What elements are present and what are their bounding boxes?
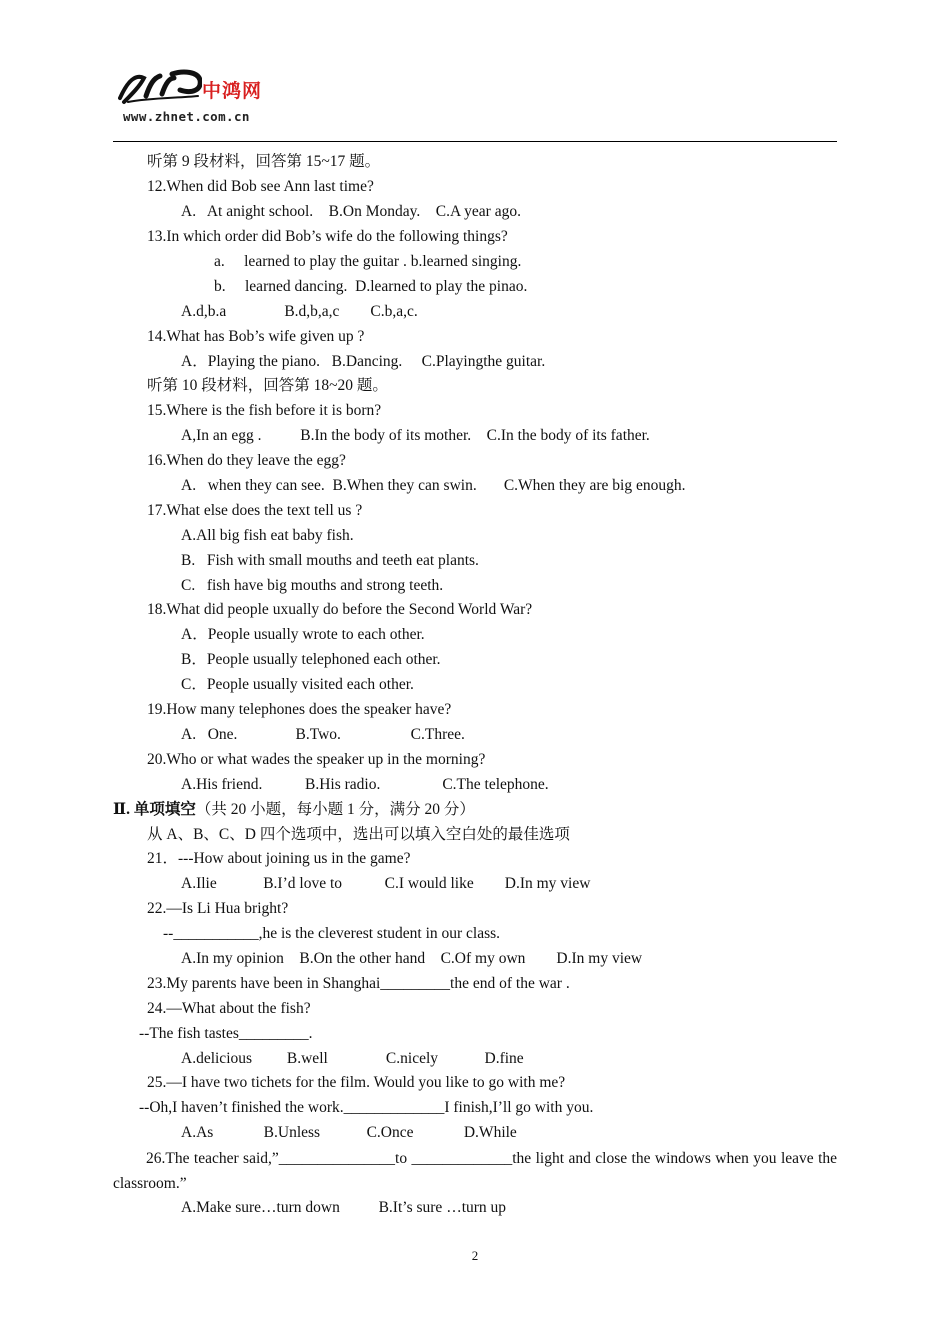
section-scoring: （共 20 小题，每小题 1 分，满分 20 分） (195, 801, 475, 818)
question-26: 26.The teacher said,”_______________to _____________the light and close the windows when you leave the classroom.” (113, 1150, 837, 1192)
options-22: A.In my opinion B.On the other hand C.Of my own D.In my view (181, 950, 643, 967)
logo-mark-icon (118, 68, 202, 108)
question-25: 25.—I have two tichets for the film. Would you like to go with me? (147, 1074, 566, 1091)
question-18: 18.What did people uxually do before the Second World War? (147, 601, 533, 618)
options-21: A.Ilie B.I’d love to C.I would like D.In my view (181, 875, 591, 892)
section-label: Ⅱ. 单项填空 (113, 801, 196, 818)
question-22-response: --___________,he is the cleverest student in our class. (163, 925, 501, 942)
page-number: 2 (471, 1248, 479, 1263)
options-25: A.As B.Unless C.Once D.While (181, 1124, 517, 1141)
logo-url-text: www.zhnet.com.cn (123, 109, 250, 124)
options-26: A.Make sure…turn down B.It’s sure …turn up (181, 1199, 507, 1216)
list-item-13b: b. learned dancing. D.learned to play the pinao. (214, 278, 528, 295)
question-24-response: --The fish tastes_________. (139, 1025, 313, 1042)
options-12: A. At anight school. B.On Monday. C.A year ago. (181, 203, 521, 220)
question-22: 22.—Is Li Hua bright? (147, 900, 289, 917)
question-23: 23.My parents have been in Shanghai_________the end of the war . (147, 975, 570, 992)
question-15: 15.Where is the fish before it is born? (147, 402, 382, 419)
question-17: 17.What else does the text tell us ? (147, 502, 363, 519)
site-logo (118, 68, 288, 128)
question-12: 12.When did Bob see Ann last time? (147, 178, 374, 195)
options-24: A.delicious B.well C.nicely D.fine (181, 1050, 524, 1067)
question-14: 14.What has Bob’s wife given up ? (147, 328, 365, 345)
question-20: 20.Who or what wades the speaker up in the morning? (147, 751, 486, 768)
section-instruction-9: 听第 9 段材料，回答第 15~17 题。 (147, 153, 381, 170)
options-16: A. when they can see. B.When they can swin. C.When they are big enough. (181, 477, 686, 494)
options-14: A．Playing the piano. B.Dancing. C.Playingthe guitar. (181, 353, 546, 370)
options-13: A.d,b.a B.d,b,a,c C.b,a,c. (181, 303, 418, 320)
question-19: 19.How many telephones does the speaker have? (147, 701, 452, 718)
section-instruction-choice: 从 A、B、C、D 四个选项中，选出可以填入空白处的最佳选项 (147, 826, 570, 843)
question-13: 13.In which order did Bob’s wife do the following things? (147, 228, 508, 245)
option-18a: A．People usually wrote to each other. (181, 626, 425, 643)
section-heading-2 (113, 800, 475, 820)
question-16: 16.When do they leave the egg? (147, 452, 346, 469)
question-21: 21．---How about joining us in the game? (147, 850, 411, 867)
logo-chinese-text: 中鸿网 (202, 80, 263, 102)
question-25-response: --Oh,I haven’t finished the work._____________I finish,I’ll go with you. (139, 1099, 594, 1116)
option-18b: B．People usually telephoned each other. (181, 651, 441, 668)
options-20: A.His friend. B.His radio. C.The telephone. (181, 776, 549, 793)
options-15: A,In an egg . B.In the body of its mother. C.In the body of its father. (181, 427, 650, 444)
option-17c: C. fish have big mouths and strong teeth. (181, 577, 444, 594)
header-rule (113, 141, 837, 142)
question-24: 24.—What about the fish? (147, 1000, 311, 1017)
option-17a: A.All big fish eat baby fish. (181, 527, 354, 544)
options-19: A. One. B.Two. C.Three. (181, 726, 465, 743)
option-17b: B. Fish with small mouths and teeth eat plants. (181, 552, 479, 569)
list-item-13a: a. learned to play the guitar . b.learned singing. (214, 253, 522, 270)
section-instruction-10: 听第 10 段材料，回答第 18~20 题。 (147, 377, 388, 394)
option-18c: C．People usually visited each other. (181, 676, 414, 693)
